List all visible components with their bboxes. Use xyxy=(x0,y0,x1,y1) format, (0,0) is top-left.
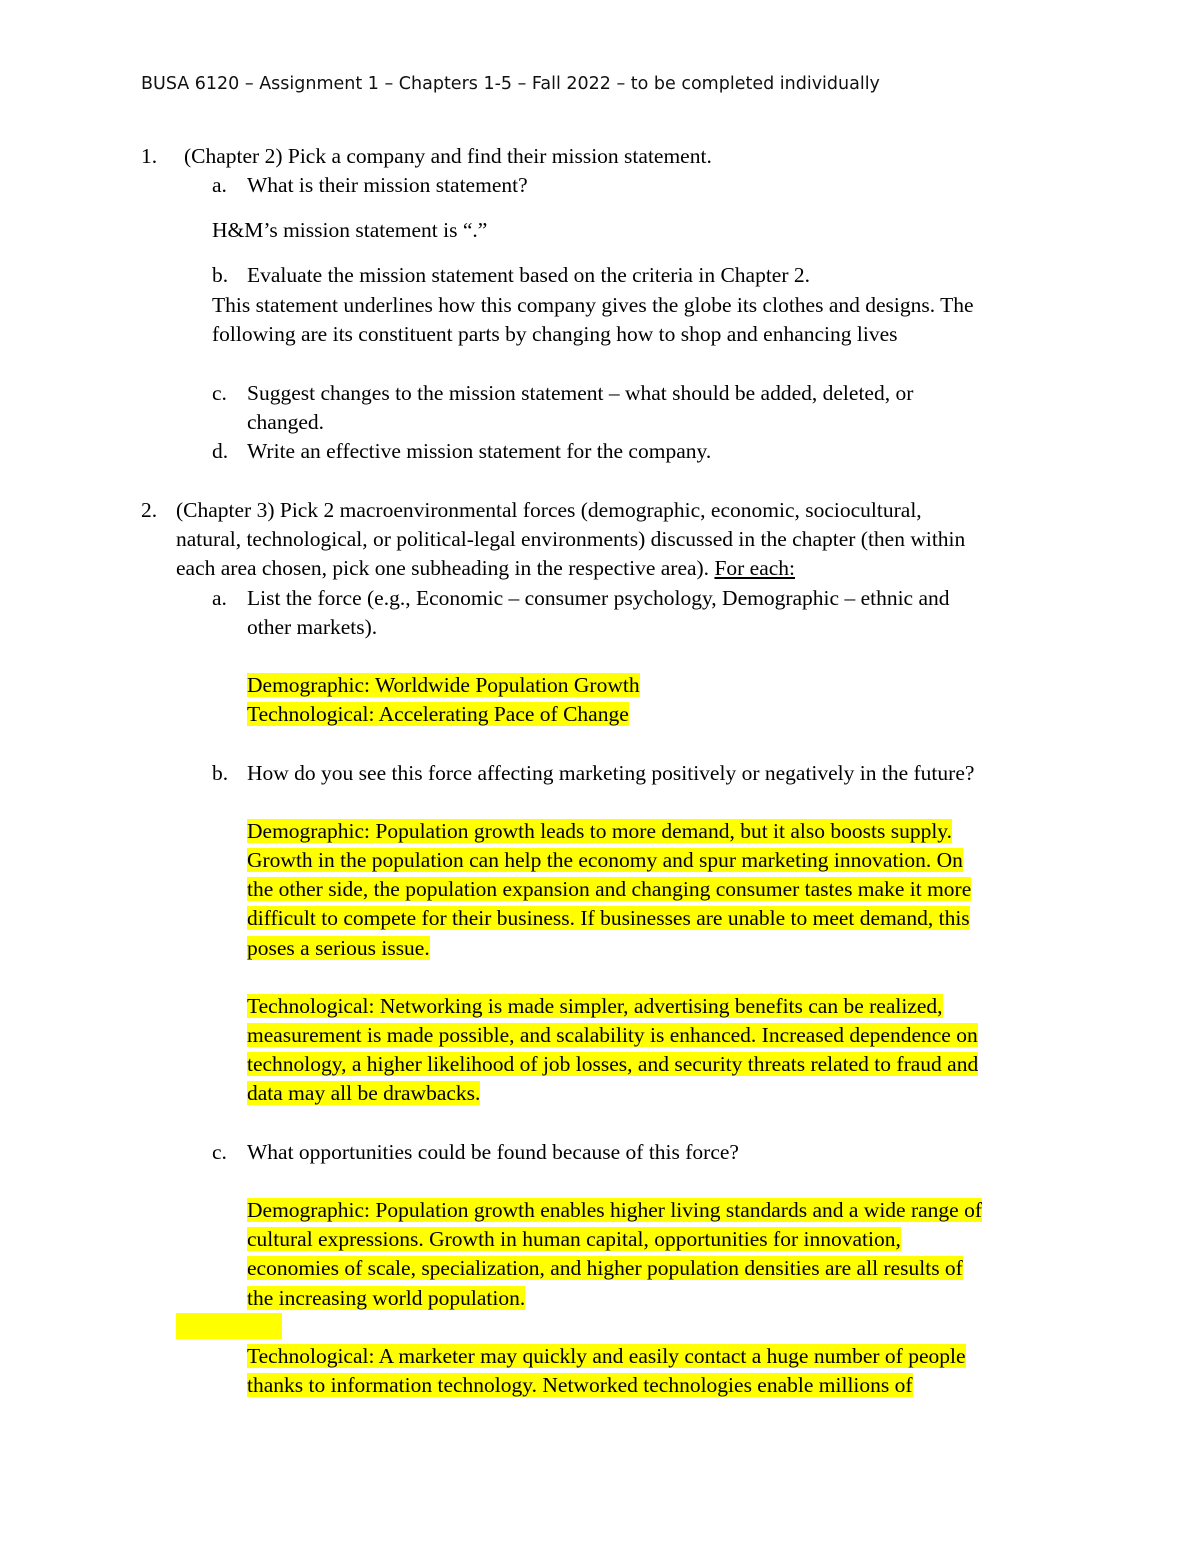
q2-b-answer-line xyxy=(247,875,971,904)
highlighted-text: poses a serious issue. xyxy=(247,936,430,960)
highlighted-text: Technological: Networking is made simpler, advertising benefits can be realized, xyxy=(247,994,943,1018)
question-1-prompt: (Chapter 2) Pick a company and find their mission statement. xyxy=(184,144,712,168)
q1-b-letter: b. xyxy=(212,263,229,287)
q1-a-letter: a. xyxy=(212,173,227,197)
q2-a-letter: a. xyxy=(212,586,227,610)
highlighted-text: Demographic: Worldwide Population Growth xyxy=(247,673,640,697)
q1-b-answer-line: following are its constituent parts by changing how to shop and enhancing lives xyxy=(212,322,898,346)
q2-a-text-line: other markets). xyxy=(247,615,378,639)
highlighted-text: Demographic: Population growth leads to more demand, but it also boosts supply. xyxy=(247,819,953,843)
highlighted-text: cultural expressions. Growth in human capital, opportunities for innovation, xyxy=(247,1227,901,1251)
question-2-prompt-line-3 xyxy=(176,554,795,583)
question-2-prompt-line: natural, technological, or political-legal environments) discussed in the chapter (then within xyxy=(176,527,966,551)
highlighted-text: Demographic: Population growth enables higher living standards and a wide range of xyxy=(247,1198,982,1222)
highlighted-text: thanks to information technology. Networked technologies enable millions of xyxy=(247,1373,913,1397)
highlighted-text: measurement is made possible, and scalability is enhanced. Increased dependence on xyxy=(247,1023,978,1047)
q2-b-answer-line xyxy=(247,817,952,846)
q1-d-text: Write an effective mission statement for the company. xyxy=(247,439,712,463)
q1-c-text-line: changed. xyxy=(247,410,325,434)
q1-d-letter: d. xyxy=(212,439,229,463)
highlighted-text: difficult to compete for their business. If businesses are unable to meet demand, this xyxy=(247,906,970,930)
question-2-prompt-text: each area chosen, pick one subheading in the respective area). xyxy=(176,556,715,580)
q2-b-answer-line xyxy=(247,1050,978,1079)
q2-b-text: How do you see this force affecting marketing positively or negatively in the future? xyxy=(247,761,975,785)
q2-b-answer-line xyxy=(247,1079,480,1108)
highlighted-text: data may all be drawbacks. xyxy=(247,1081,481,1105)
q2-b-answer-line xyxy=(247,934,430,963)
q2-c-letter: c. xyxy=(212,1140,227,1164)
q2-a-text-line: List the force (e.g., Economic – consumer psychology, Demographic – ethnic and xyxy=(247,586,950,610)
for-each-label: For each: xyxy=(714,556,796,580)
q2-b-letter: b. xyxy=(212,761,229,785)
highlighted-text: Technological: Accelerating Pace of Change xyxy=(247,702,629,726)
q2-c-answer-line xyxy=(247,1254,963,1283)
q1-b-text: Evaluate the mission statement based on the criteria in Chapter 2. xyxy=(247,263,811,287)
question-2-number: 2. xyxy=(141,498,158,522)
q2-b-answer-line xyxy=(247,992,943,1021)
q2-c-answer-line xyxy=(247,1342,966,1371)
q2-b-answer-line xyxy=(247,846,963,875)
q2-c-text: What opportunities could be found because of this force? xyxy=(247,1140,739,1164)
q1-b-answer-line: This statement underlines how this company gives the globe its clothes and designs. The xyxy=(212,293,974,317)
highlighted-text: the increasing world population. xyxy=(247,1286,526,1310)
q2-c-answer-line xyxy=(247,1196,982,1225)
q2-c-answer-line xyxy=(247,1225,901,1254)
question-1-number: 1. xyxy=(141,144,158,168)
q2-a-answer-line xyxy=(247,671,640,700)
q2-b-answer-line xyxy=(247,1021,978,1050)
highlight-mark xyxy=(176,1313,282,1339)
q2-b-answer-line xyxy=(247,904,970,933)
highlighted-text: Growth in the population can help the economy and spur marketing innovation. On xyxy=(247,848,963,872)
highlighted-text: the other side, the population expansion and changing consumer tastes make it more xyxy=(247,877,972,901)
highlighted-text: economies of scale, specialization, and higher population densities are all results of xyxy=(247,1256,963,1280)
q1-c-letter: c. xyxy=(212,381,227,405)
question-2-prompt-line: (Chapter 3) Pick 2 macroenvironmental forces (demographic, economic, sociocultural, xyxy=(176,498,922,522)
q2-a-answer-line xyxy=(247,700,629,729)
q1-a-answer: H&M’s mission statement is “.” xyxy=(212,218,488,242)
q1-c-text-line: Suggest changes to the mission statement – what should be added, deleted, or xyxy=(247,381,914,405)
q2-c-answer-line xyxy=(247,1284,525,1313)
q1-a-text: What is their mission statement? xyxy=(247,173,528,197)
highlighted-text: technology, a higher likelihood of job losses, and security threats related to fraud and xyxy=(247,1052,979,1076)
document-header: BUSA 6120 – Assignment 1 – Chapters 1-5 – Fall 2022 – to be completed individually xyxy=(141,74,880,94)
highlighted-text: Technological: A marketer may quickly and easily contact a huge number of people xyxy=(247,1344,966,1368)
q2-c-answer-line xyxy=(247,1371,913,1400)
